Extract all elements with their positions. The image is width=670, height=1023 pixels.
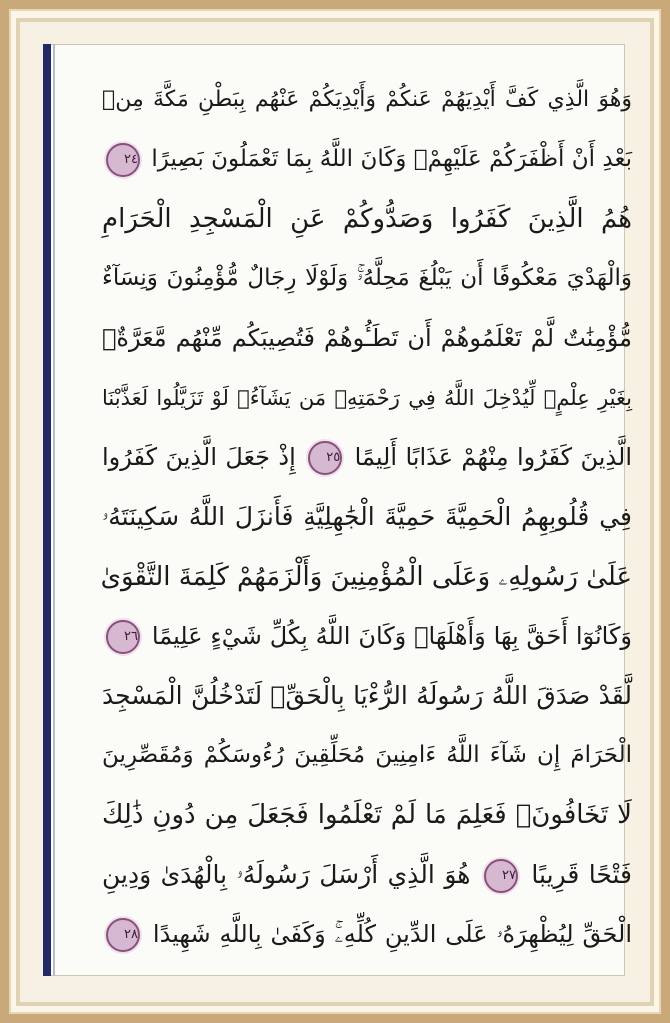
text-line: [102, 495, 632, 539]
line-text: الْحَقِّ لِيُظْهِرَهُۥ عَلَى الدِّينِ كُلِّهِۦۚ وَكَفَىٰ بِاللَّهِ شَهِيدًا: [152, 920, 633, 948]
text-line: [102, 912, 632, 956]
line-text: بَعْدِ أَنْ أَظْفَرَكُمْ عَلَيْهِمْۚ وَكَانَ اللَّهُ بِمَا تَعْمَلُونَ بَصِيرًا: [151, 146, 632, 172]
text-line: [102, 256, 632, 300]
line-text: مُّؤْمِنَٰتٌ لَّمْ تَعْلَمُوهُمْ أَن تَطَـُٔوهُمْ فَتُصِيبَكُم مِّنْهُم مَّعَرَّةٌۢ: [102, 324, 632, 352]
line-text: الْحَرَامَ إِن شَآءَ اللَّهُ ءَامِنِينَ مُحَلِّقِينَ رُءُوسَكُمْ وَمُقَصِّرِينَ: [102, 742, 632, 768]
text-line: [102, 435, 632, 479]
line-text: فَتْحًا قَرِيبًا: [531, 860, 633, 889]
text-line: [102, 614, 632, 658]
page-spine-line: [53, 44, 55, 976]
text-line: [102, 853, 632, 897]
ayah-number-marker: ٢٤: [106, 143, 140, 177]
line-text-tail: هُوَ الَّذِي أَرْسَلَ رَسُولَهُۥ بِالْهُدَىٰ وَدِينِ: [102, 860, 471, 889]
line-text: بِغَيْرِ عِلْمٍۖ لِّيُدْخِلَ اللَّهُ فِي رَحْمَتِهِۦ مَن يَشَآءُۚ لَوْ تَزَيَّلُوا لَعَذَّبْنَا: [102, 386, 632, 410]
text-line: [102, 316, 632, 360]
line-text: الَّذِينَ كَفَرُوا مِنْهُمْ عَذَابًا أَلِيمًا: [354, 443, 632, 471]
text-line: [102, 555, 632, 599]
ayah-number-marker: ٢٨: [106, 918, 140, 952]
line-text-tail: إِذْ جَعَلَ الَّذِينَ كَفَرُوا: [102, 443, 296, 471]
ayah-number-marker: ٢٧: [484, 859, 518, 893]
line-text: لَّقَدْ صَدَقَ اللَّهُ رَسُولَهُ الرُّءْيَا بِالْحَقِّۖ لَتَدْخُلُنَّ الْمَسْجِدَ: [102, 681, 632, 710]
text-line: [102, 733, 632, 777]
line-text: وَهُوَ الَّذِي كَفَّ أَيْدِيَهُمْ عَنكُمْ وَأَيْدِيَكُمْ عَنْهُم بِبَطْنِ مَكَّةَ مِنۢ: [102, 87, 632, 112]
text-line: [102, 137, 632, 181]
line-text: عَلَىٰ رَسُولِهِۦ وَعَلَى الْمُؤْمِنِينَ وَأَلْزَمَهُمْ كَلِمَةَ التَّقْوَىٰ: [100, 562, 632, 592]
line-text: هُمُ الَّذِينَ كَفَرُوا وَصَدُّوكُمْ عَنِ الْمَسْجِدِ الْحَرَامِ: [102, 204, 632, 234]
line-text: وَالْهَدْيَ مَعْكُوفًا أَن يَبْلُغَ مَحِلَّهُۥۚ وَلَوْلَا رِجَالٌ مُّؤْمِنُونَ وَنِسَآءٌ: [102, 265, 632, 291]
text-line: [102, 376, 632, 420]
line-text: فِي قُلُوبِهِمُ الْحَمِيَّةَ حَمِيَّةَ الْجَٰهِلِيَّةِ فَأَنزَلَ اللَّهُ سَكِينَتَهُۥ: [102, 502, 632, 531]
text-line: [102, 197, 632, 241]
page-spine: [43, 44, 51, 976]
ayah-number-marker: ٢٦: [106, 620, 140, 654]
text-line: [102, 674, 632, 718]
line-text: لَا تَخَافُونَۖ فَعَلِمَ مَا لَمْ تَعْلَمُوا فَجَعَلَ مِن دُونِ ذَٰلِكَ: [102, 800, 632, 830]
text-line: [102, 793, 632, 837]
line-text: وَكَانُوٓا أَحَقَّ بِهَا وَأَهْلَهَاۚ وَكَانَ اللَّهُ بِكُلِّ شَيْءٍ عَلِيمًا: [151, 622, 633, 650]
text-line: [102, 78, 632, 122]
ayah-number-marker: ٢٥: [308, 441, 342, 475]
